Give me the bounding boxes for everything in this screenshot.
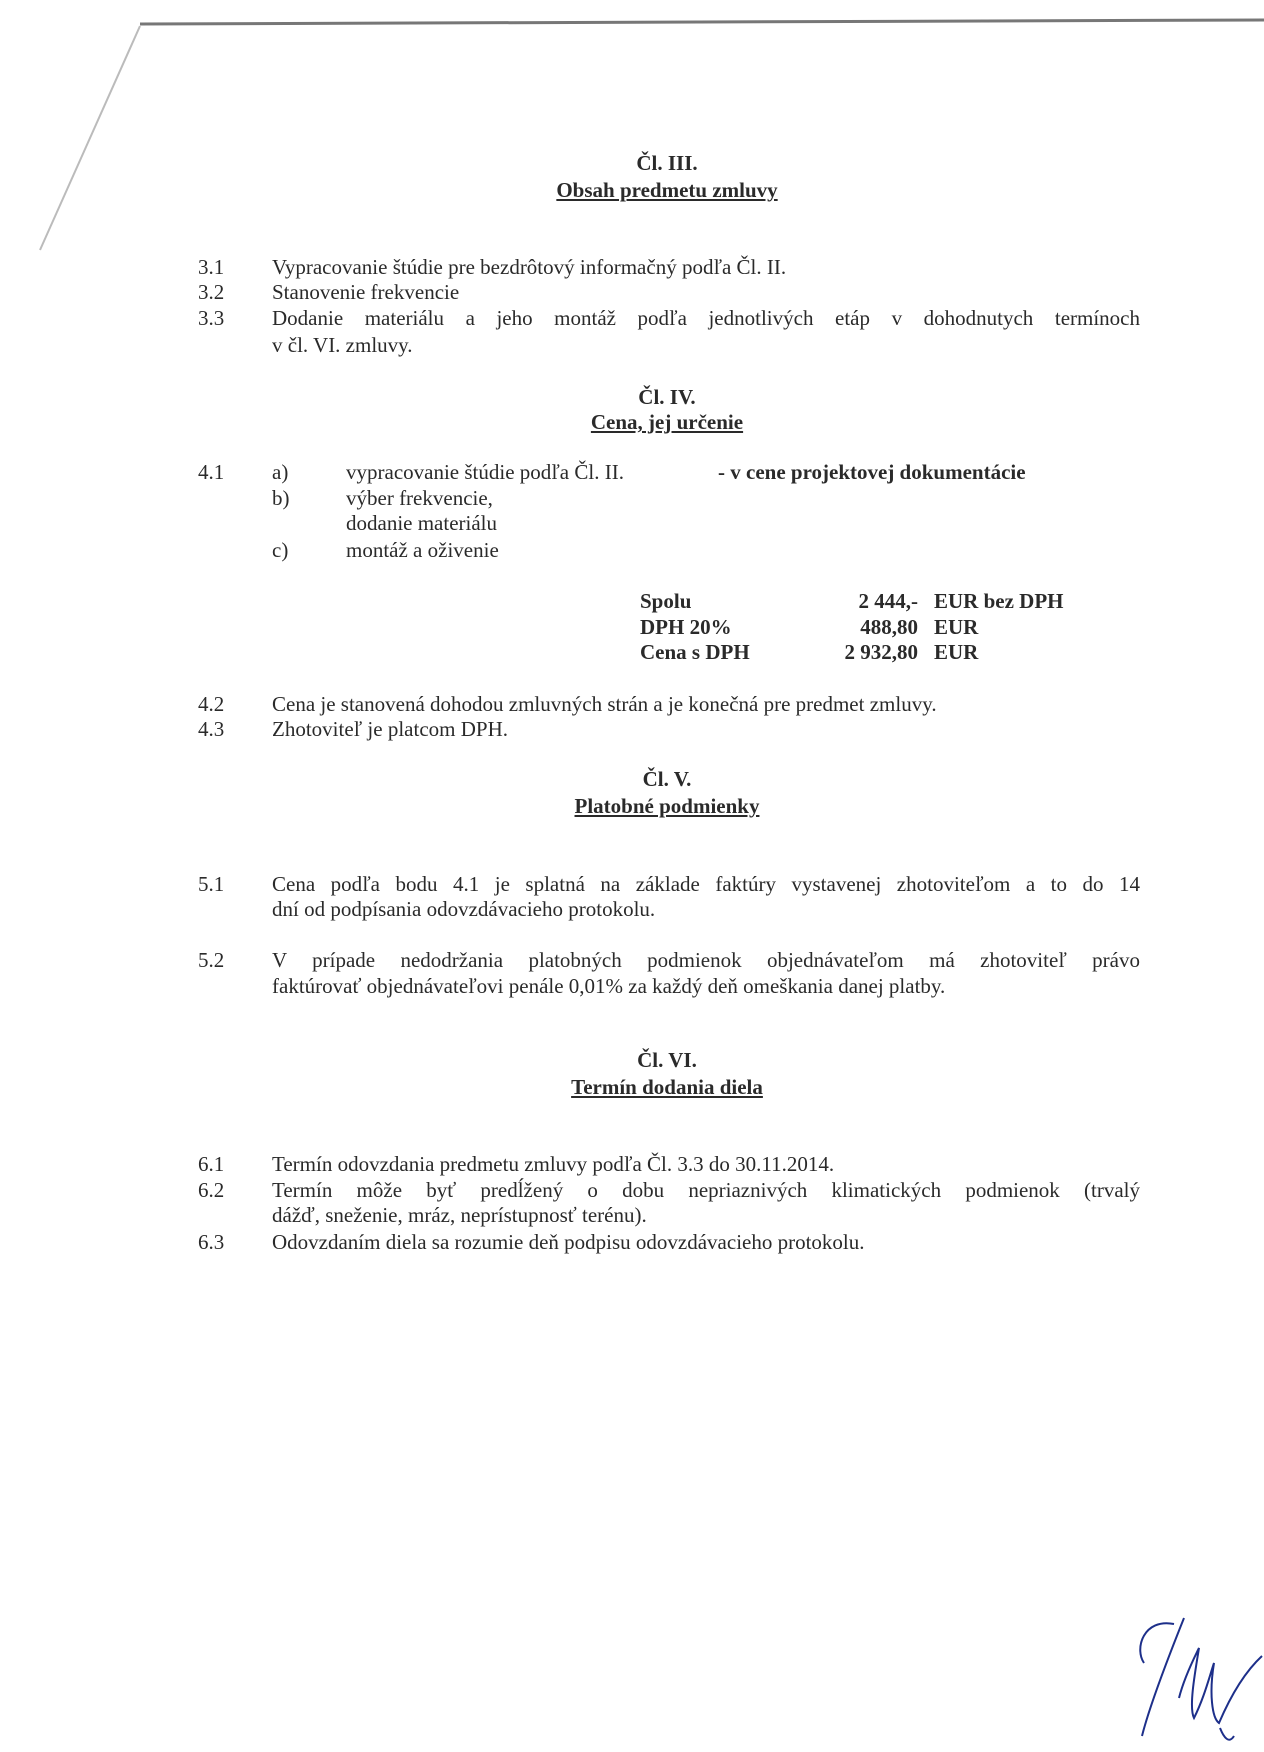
item-text: montáž a oživenie: [346, 538, 499, 562]
item-text: vypracovanie štúdie podľa Čl. II.: [346, 460, 624, 484]
item-text-cont: faktúrovať objednávateľovi penále 0,01% za každý deň omeškania danej platby.: [272, 974, 946, 998]
item-note: - v cene projektovej dokumentácie: [718, 460, 1026, 484]
item-text: Termín môže byť predĺžený o dobu nepriaznivých klimatických podmienok (trvalý: [272, 1178, 1140, 1202]
price-label: Cena s DPH: [640, 640, 750, 664]
item-number: 6.3: [198, 1230, 225, 1254]
item-text: Stanovenie frekvencie: [272, 280, 460, 304]
section-4-title: Cena, jej určenie: [590, 410, 744, 434]
item-text: V prípade nedodržania platobných podmienok objednávateľom má zhotoviteľ právo: [272, 948, 1140, 972]
price-amount: 2 932,80: [844, 640, 918, 664]
price-amount: 2 444,-: [858, 589, 918, 613]
item-number: 3.1: [198, 255, 225, 279]
item-text-cont: v čl. VI. zmluvy.: [272, 333, 413, 357]
price-amount: 488,80: [860, 615, 918, 639]
section-6-title: Termín dodania diela: [571, 1075, 763, 1099]
price-label: DPH 20%: [640, 615, 732, 639]
section-4-heading: Čl. IV.: [638, 385, 696, 409]
price-unit: EUR: [934, 615, 979, 639]
item-text: dodanie materiálu: [346, 511, 498, 535]
item-number: 5.1: [198, 872, 225, 896]
item-text: Zhotoviteľ je platcom DPH.: [272, 717, 508, 741]
signature: [1124, 1608, 1264, 1748]
item-text-cont: dní od podpísania odovzdávacieho protokolu.: [272, 897, 656, 921]
item-number: 6.2: [198, 1178, 225, 1202]
item-text: výber frekvencie,: [346, 486, 493, 510]
price-unit: EUR: [934, 640, 979, 664]
section-3-title: Obsah predmetu zmluvy: [556, 178, 778, 202]
item-text: Dodanie materiálu a jeho montáž podľa jednotlivých etáp v dohodnutych termínoch: [272, 306, 1140, 330]
item-number: 3.3: [198, 306, 225, 330]
price-unit: EUR bez DPH: [934, 589, 1064, 613]
item-number: 4.1: [198, 460, 225, 484]
item-letter: c): [272, 538, 289, 562]
item-text: Termín odovzdania predmetu zmluvy podľa Čl. 3.3 do 30.11.2014.: [272, 1152, 835, 1176]
item-text-cont: dážď, sneženie, mráz, neprístupnosť terénu).: [272, 1203, 647, 1227]
item-letter: a): [272, 460, 289, 484]
item-letter: b): [272, 486, 290, 510]
item-text: Odovzdaním diela sa rozumie deň podpisu odovzdávacieho protokolu.: [272, 1230, 865, 1254]
section-3-heading: Čl. III.: [636, 151, 698, 175]
item-number: 4.3: [198, 717, 225, 741]
item-number: 3.2: [198, 280, 225, 304]
section-5-title: Platobné podmienky: [574, 794, 760, 818]
price-label: Spolu: [640, 589, 692, 613]
item-number: 4.2: [198, 692, 225, 716]
item-text: Vypracovanie štúdie pre bezdrôtový informačný podľa Čl. II.: [272, 255, 787, 279]
item-number: 6.1: [198, 1152, 225, 1176]
item-number: 5.2: [198, 948, 225, 972]
section-6-heading: Čl. VI.: [637, 1048, 697, 1072]
item-text: Cena je stanovená dohodou zmluvných strán a je konečná pre predmet zmluvy.: [272, 692, 937, 716]
item-text: Cena podľa bodu 4.1 je splatná na základe faktúry vystavenej zhotoviteľom a to do 14: [272, 872, 1140, 896]
section-5-heading: Čl. V.: [642, 767, 692, 791]
